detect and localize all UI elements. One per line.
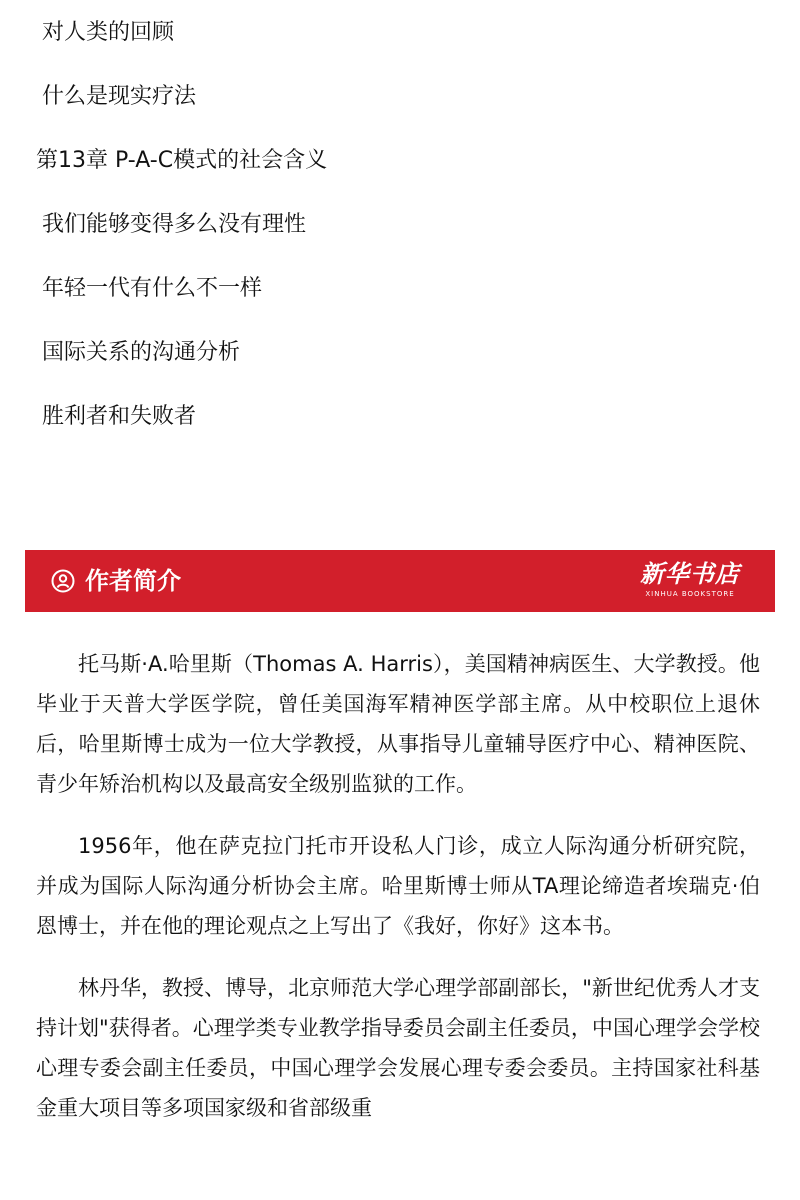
user-circle-icon bbox=[51, 569, 75, 593]
section-title: 作者简介 bbox=[85, 567, 181, 595]
author-bio bbox=[36, 644, 760, 1150]
toc-item: 年轻一代有什么不一样 bbox=[42, 276, 263, 301]
table-of-contents bbox=[0, 0, 800, 520]
author-section-banner bbox=[25, 550, 775, 612]
logo-english-text: XINHUA BOOKSTORE bbox=[645, 590, 735, 598]
bio-paragraph: 林丹华，教授、博导，北京师范大学心理学部副部长，"新世纪优秀人才支持计划"获得者。心理学类专业教学指导委员会副主任委员，中国心理学会学校心理专委会副主任委员，中国心理学会发展心理专委会委员。主持国家社科基金重大项目等多项国家级和省部级重 bbox=[36, 976, 760, 1120]
bio-paragraph: 1956年，他在萨克拉门托市开设私人门诊，成立人际沟通分析研究院，并成为国际人际沟通分析协会主席。哈里斯博士师从TA理论缔造者埃瑞克·伯恩博士，并在他的理论观点之上写出了《我好，你好》这本书。 bbox=[36, 834, 760, 938]
xinhua-bookstore-logo bbox=[635, 559, 745, 599]
toc-chapter-heading: 第13章 P-A-C模式的社会含义 bbox=[36, 148, 328, 173]
toc-item: 胜利者和失败者 bbox=[42, 404, 197, 429]
logo-chinese-text: 新华书店 bbox=[640, 559, 740, 588]
toc-item: 国际关系的沟通分析 bbox=[42, 340, 241, 365]
toc-item: 我们能够变得多么没有理性 bbox=[42, 212, 307, 237]
bio-paragraph: 托马斯·A.哈里斯（Thomas A. Harris），美国精神病医生、大学教授。他毕业于天普大学医学院，曾任美国海军精神医学部主席。从中校职位上退休后，哈里斯博士成为一位大学教授，从事指导儿童辅导医疗中心、精神医院、青少年矫治机构以及最高安全级别监狱的工作。 bbox=[36, 652, 760, 796]
toc-item: 什么是现实疗法 bbox=[42, 84, 197, 109]
toc-item: 对人类的回顾 bbox=[42, 20, 175, 45]
